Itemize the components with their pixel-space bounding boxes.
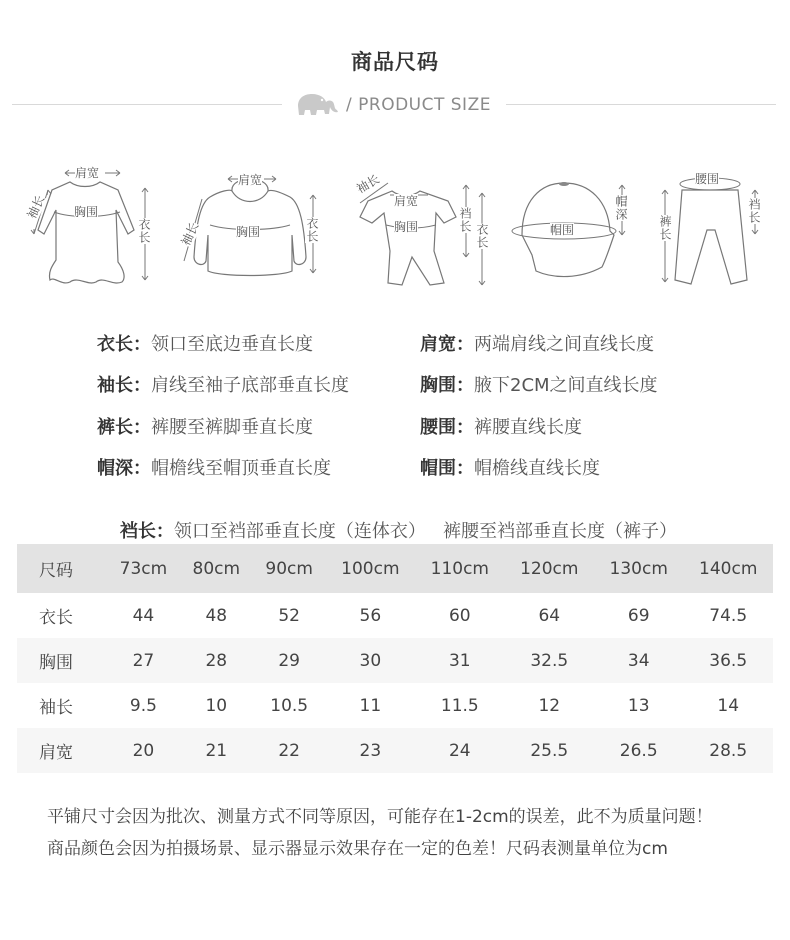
table-cell: 27: [132, 650, 155, 671]
romper-chest-label: 胸围: [394, 220, 419, 234]
table-cell: 20: [132, 740, 155, 761]
table-header-cell: 73cm: [119, 558, 168, 579]
size-table: [17, 544, 773, 773]
table-cell: 28.5: [709, 740, 748, 761]
definition-key: 衣长：: [97, 334, 151, 355]
pants-crotch-label: 裆长: [747, 198, 761, 224]
pants-length-label: 裤长: [658, 215, 672, 241]
definition-key: 腰围：: [420, 417, 474, 438]
hoodie-chest-label: 胸围: [236, 225, 261, 239]
table-cell: 25.5: [530, 740, 569, 761]
table-cell: 44: [132, 605, 155, 626]
note-line: 商品颜色会因为拍摄场景、显示器显示效果存在一定的色差！尺码表测量单位为cm: [47, 839, 668, 859]
definition-value: 裤腰至裤脚垂直长度: [151, 417, 313, 438]
definition-key: 帽围：: [420, 458, 474, 479]
definition-item: [97, 371, 349, 397]
table-header-cell: 130cm: [609, 558, 668, 579]
table-cell: 14: [717, 695, 740, 716]
pants-diagram: [655, 170, 765, 294]
romper-sleeve-label: 袖长: [354, 171, 382, 197]
table-cell: 69: [627, 605, 650, 626]
dress-length-label: 衣长: [137, 218, 151, 244]
table-cell: 64: [538, 605, 561, 626]
table-cell: 12: [538, 695, 561, 716]
romper-shoulder-label: 肩宽: [394, 194, 419, 208]
definition-value: 帽檐线直线长度: [474, 458, 600, 479]
table-cell: 36.5: [709, 650, 748, 671]
definition-key: 帽深：: [97, 458, 151, 479]
table-cell: 22: [278, 740, 300, 761]
table-cell: 74.5: [709, 605, 748, 626]
definition-value: 腋下2CM之间直线长度: [474, 375, 658, 396]
elephant-icon: [294, 92, 340, 118]
table-cell: 34: [627, 650, 650, 671]
table-cell: 10.5: [270, 695, 309, 716]
definition-item: [420, 330, 654, 356]
divider-right: [506, 104, 776, 105]
definition-value: 领口至裆部垂直长度（连体衣） 裤腰至裆部垂直长度（裤子）: [173, 521, 678, 542]
pants-waist-label: 腰围: [695, 172, 720, 186]
table-cell: 13: [627, 695, 650, 716]
definition-key: 胸围：: [420, 375, 474, 396]
subtitle: / PRODUCT SIZE: [346, 95, 491, 115]
hoodie-diagram: [180, 165, 325, 294]
divider-left: [12, 104, 282, 105]
hoodie-shoulder-label: 肩宽: [238, 173, 263, 187]
definition-key: 裤长：: [97, 417, 151, 438]
table-header-row: [17, 544, 773, 593]
table-cell: 11: [359, 695, 382, 716]
table-cell: 56: [359, 605, 382, 626]
table-cell: 60: [448, 605, 471, 626]
definition-key: 裆长：: [119, 521, 174, 542]
dress-chest-label: 胸围: [74, 205, 99, 219]
definition-key: 袖长：: [97, 375, 151, 396]
definition-item: [97, 330, 313, 356]
romper-length-label: 衣长: [475, 223, 489, 249]
table-header-cell: 尺码: [39, 561, 73, 581]
definition-item: [420, 454, 600, 480]
note-line: 平铺尺寸会因为批次、测量方式不同等原因，可能存在1-2cm的误差，此不为质量问题！: [47, 807, 713, 827]
definition-item: [97, 454, 331, 480]
table-header-cell: 120cm: [520, 558, 579, 579]
page-title: 商品尺码: [351, 50, 439, 74]
table-cell: 28: [205, 650, 228, 671]
hat-circ-label: 帽围: [550, 223, 575, 237]
table-cell: 10: [205, 695, 228, 716]
table-cell: 胸围: [39, 653, 73, 673]
table-cell: 29: [278, 650, 300, 671]
table-cell: 衣长: [39, 608, 73, 628]
definition-value: 肩线至袖子底部垂直长度: [151, 375, 349, 396]
table-row: [17, 638, 773, 683]
notes: [47, 803, 713, 867]
table-cell: 9.5: [129, 695, 157, 716]
table-row: [17, 728, 773, 773]
table-cell: 52: [278, 605, 300, 626]
subtitle-group: [294, 90, 491, 120]
measurement-diagrams: [0, 160, 790, 300]
table-cell: 26.5: [619, 740, 658, 761]
dress-diagram: [24, 160, 160, 294]
definition-item: [97, 496, 678, 542]
hat-diagram: [510, 175, 635, 294]
table-cell: 24: [448, 740, 471, 761]
dress-sleeve-label: 袖长: [24, 193, 48, 221]
table-cell: 袖长: [39, 698, 73, 718]
hat-depth-label: 帽深: [614, 195, 628, 221]
table-cell: 30: [359, 650, 382, 671]
definition-item: [97, 413, 313, 439]
table-cell: 11.5: [440, 695, 479, 716]
dress-shoulder-label: 肩宽: [75, 166, 100, 180]
definition-item: [420, 371, 658, 397]
table-cell: 23: [359, 740, 382, 761]
table-header-cell: 110cm: [430, 558, 489, 579]
table-header-cell: 80cm: [192, 558, 241, 579]
definition-value: 裤腰直线长度: [474, 417, 582, 438]
definition-key: 肩宽：: [420, 334, 474, 355]
table-cell: 21: [205, 740, 228, 761]
definition-value: 帽檐线至帽顶垂直长度: [151, 458, 331, 479]
definition-item: [420, 413, 582, 439]
table-row: [17, 593, 773, 638]
subtitle-row: [12, 90, 776, 120]
hoodie-sleeve-label: 袖长: [178, 220, 202, 248]
table-cell: 肩宽: [39, 743, 73, 763]
table-row: [17, 683, 773, 728]
romper-crotch-label: 裆长: [458, 207, 472, 233]
table-header-cell: 100cm: [341, 558, 400, 579]
table-cell: 48: [205, 605, 228, 626]
table-cell: 31: [448, 650, 471, 671]
table-header-cell: 90cm: [265, 558, 313, 579]
romper-diagram: [348, 165, 498, 299]
hoodie-length-label: 衣长: [305, 217, 319, 243]
definition-value: 领口至底边垂直长度: [151, 334, 313, 355]
table-header-cell: 140cm: [699, 558, 758, 579]
table-cell: 32.5: [530, 650, 569, 671]
definition-value: 两端肩线之间直线长度: [474, 334, 654, 355]
